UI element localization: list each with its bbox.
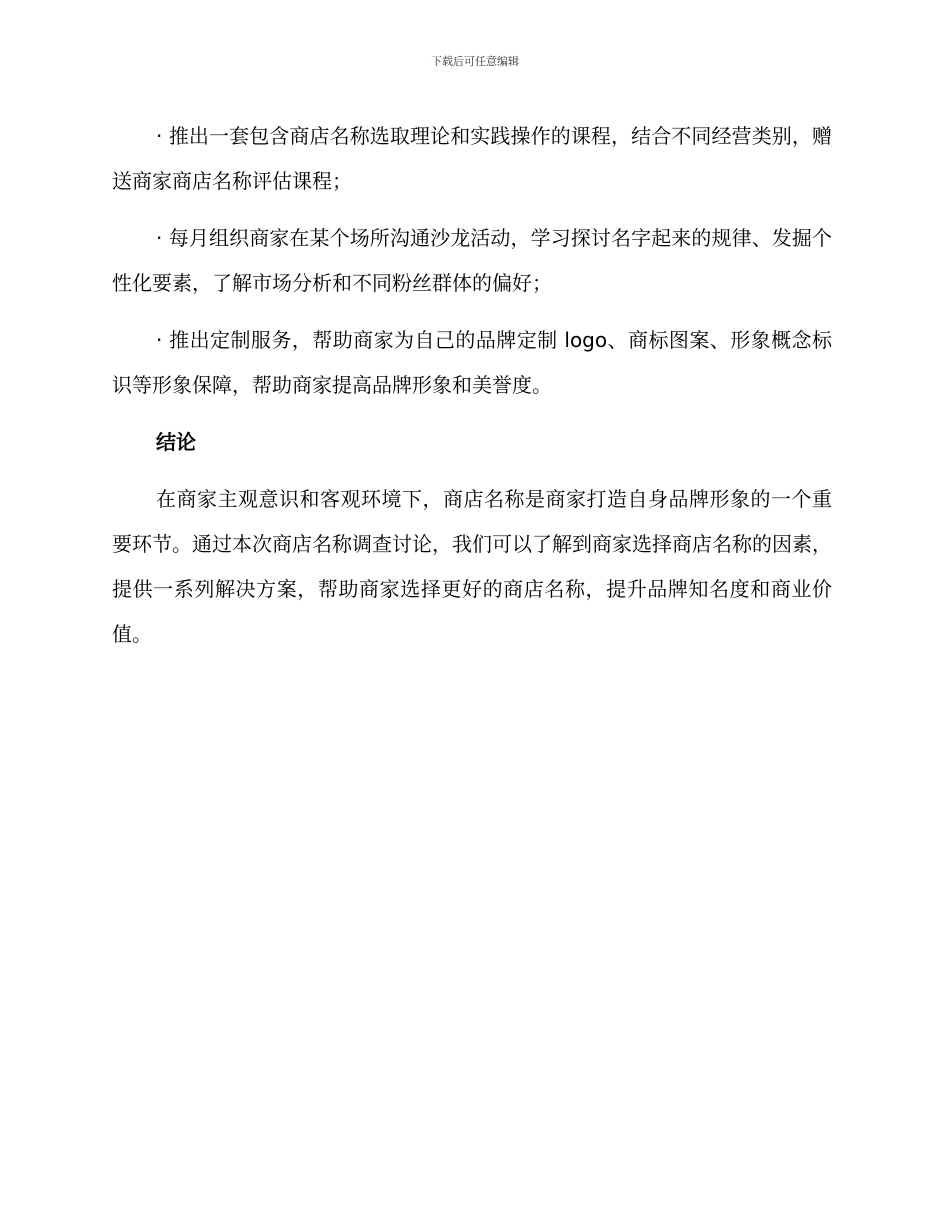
conclusion-heading: 结论	[156, 430, 196, 454]
conclusion-paragraph: 在商家主观意识和客观环境下，商店名称是商家打造自身品牌形象的一个重要环节。通过本次商店名称调查讨论，我们可以了解到商家选择商店名称的因素，提供一系列解决方案，帮助商家选择更好的商店名称，提升品牌知名度和商业价值。	[112, 487, 832, 646]
bullet-item-custom-service: · 推出定制服务，帮助商家为自己的品牌定制 logo、商标图案、形象概念标识等形象保障，帮助商家提高品牌形象和美誉度。	[112, 328, 832, 397]
bullet-item-salon: · 每月组织商家在某个场所沟通沙龙活动，学习探讨名字起来的规律、发掘个性化要素，了解市场分析和不同粉丝群体的偏好；	[112, 226, 832, 295]
bullet-item-course: · 推出一套包含商店名称选取理论和实践操作的课程，结合不同经营类别，赠送商家商店名称评估课程；	[112, 124, 832, 193]
document-body	[112, 114, 832, 669]
page-header: 下载后可任意编辑	[431, 55, 519, 68]
